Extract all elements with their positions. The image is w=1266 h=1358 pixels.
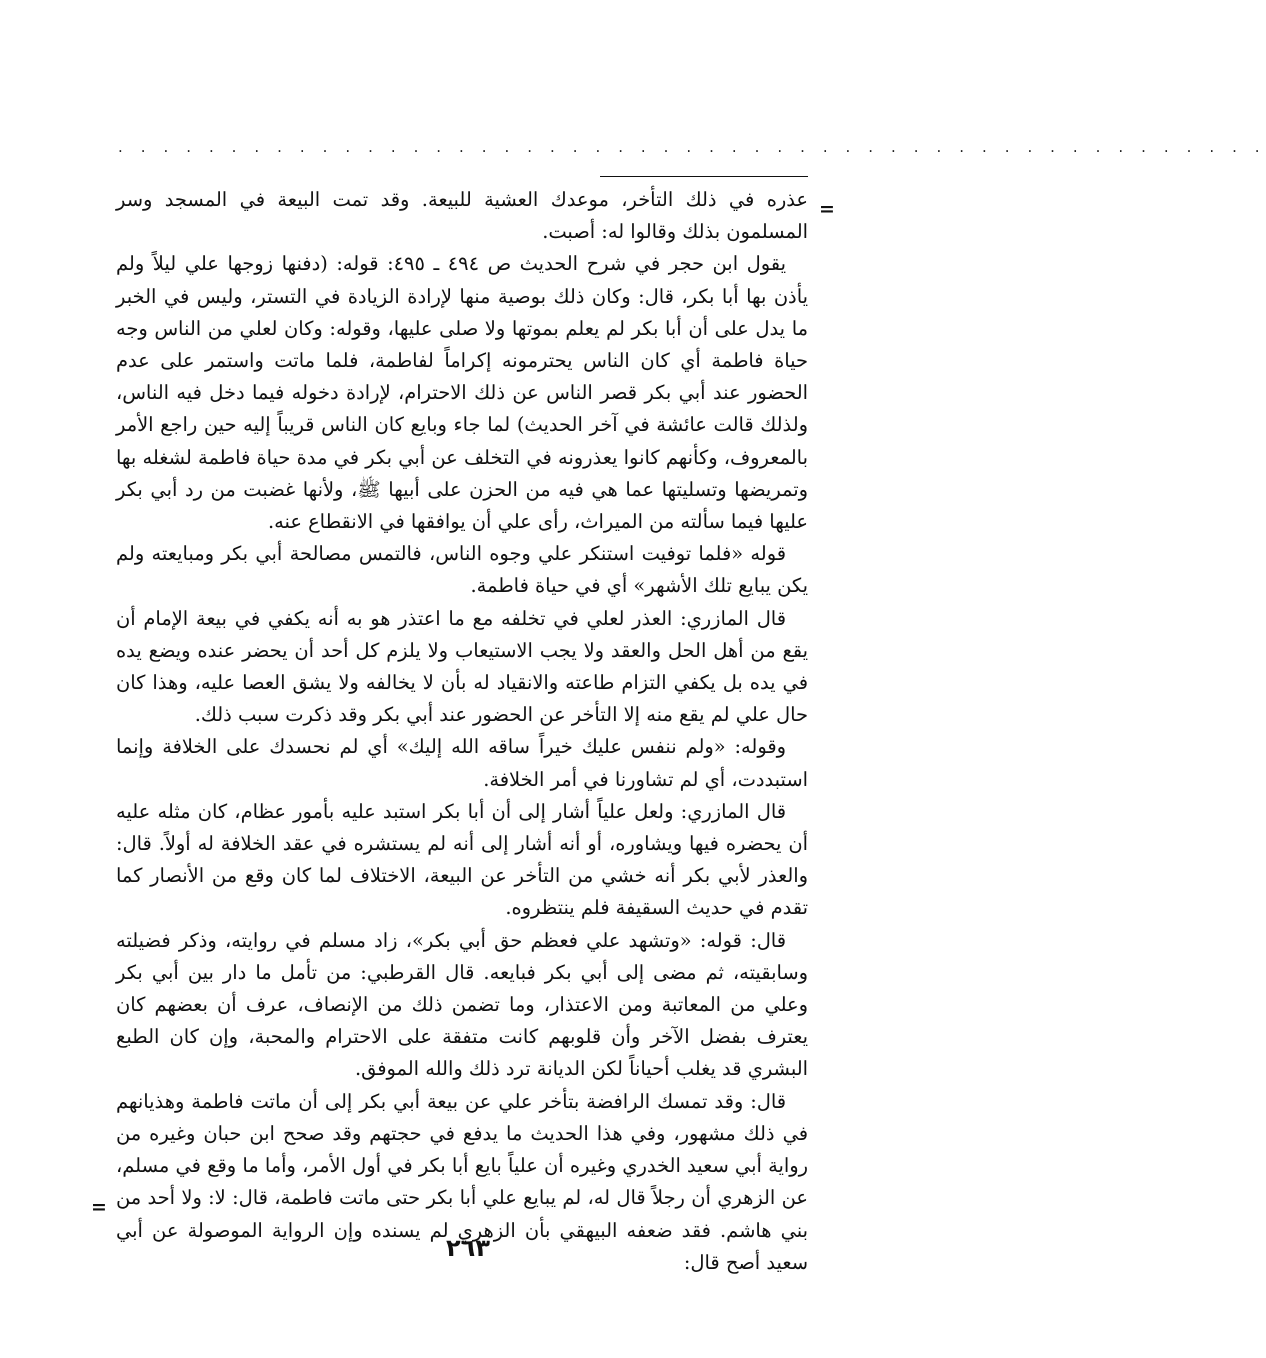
paragraph: قال المازري: ولعل علياً أشار إلى أن أبا بكر استبد عليه بأمور عظام، كان مثله عليه أن يحضره فيها ويشاوره، أو أنه أشار إلى أنه لم يستشره في عقد الخلافة له أولاً. قال: والعذر لأبي بكر أنه خشي من التأخر عن البيعة، الاختلاف لما كان وقع من الأنصار كما تقدم في حديث السقيفة فلم ينتظروه. [116,799,808,920]
paragraph: قال المازري: العذر لعلي في تخلفه مع ما اعتذر هو به أنه يكفي في بيعة الإمام أن يقع من أهل الحل والعقد ولا يجب الاستيعاب ولا يلزم كل أحد أن يحضر عنده ويضع يده في يده بل يكفي التزام طاعته والانقياد له بأن لا يخالفه ولا يشق العصا عليه، وهذا كان حال علي لم يقع منه إلا التأخر عن الحضور عند أبي بكر وقد ذكرت سبب ذلك. [116,606,808,727]
dotted-separator: . . . . . . . . . . . . . . . . . . . . . . . . . . . . . . . . . . . . . . . . . . . . . . . . . . . [118,138,1266,156]
paragraph: قال: وقد تمسك الرافضة بتأخر علي عن بيعة أبي بكر إلى أن ماتت فاطمة وهذيانهم في ذلك مشهور، وفي هذا الحديث ما يدفع في حجتهم وقد صحح ابن حبان وغيره من رواية أبي سعيد الخدري وغيره أن علياً بايع أبا بكر في أول الأمر، وأما ما وقع في مسلم، عن الزهري أن رجلاً قال له، لم يبايع علي أبا بكر حتى ماتت فاطمة، قال: لا: ولا أحد من بني هاشم. فقد ضعفه البيهقي بأن الزهري لم يسنده وإن الرواية الموصولة عن أبي سعيد أصح قال: [116,1089,808,1274]
continuation-mark-bottom: = [91,1196,107,1218]
footnote-text [116,184,808,1279]
footnote-rule [600,176,808,177]
paragraph: يقول ابن حجر في شرح الحديث ص ٤٩٤ ـ ٤٩٥: قوله: (دفنها زوجها علي ليلاً ولم يأذن بها أبا بكر، قال: وكان ذلك بوصية منها لإرادة الزيادة في التستر، وليس في الخبر ما يدل على أن أبا بكر لم يعلم بموتها ولا صلى عليها، وقوله: وكان لعلي من الناس وجه حياة فاطمة أي كان الناس يحترمونه إكراماً لفاطمة، فلما ماتت واستمر على عدم الحضور عند أبي بكر قصر الناس عن ذلك الاحترام، لإرادة دخوله فيما دخل فيه الناس، ولذلك قالت عائشة في آخر الحديث) لما جاء وبايع كان الناس قريباً إليه حين راجع الأمر بالمعروف، وكأنهم كانوا يعذرونه في التخلف عن أبي بكر في مدة حياة فاطمة لشغله بها وتمريضها وتسليتها عما هي فيه من الحزن على أبيها ﷺ، ولأنها غضبت من رد أبي بكر عليها فيما سألته من الميراث، رأى علي أن يوافقها في الانقطاع عنه. [116,252,808,534]
paragraph: وقوله: «ولم ننفس عليك خيراً ساقه الله إليك» أي لم نحسدك على الخلافة وإنما استبددت، أي لم تشاورنا في أمر الخلافة. [116,735,808,791]
page-number: ٢٦٣ [446,1234,490,1262]
paragraph: عذره في ذلك التأخر، موعدك العشية للبيعة. وقد تمت البيعة في المسجد وسر المسلمون بذلك وقالوا له: أصبت. [116,188,808,244]
continuation-mark-top: = [819,198,835,220]
paragraph: قوله «فلما توفيت استنكر علي وجوه الناس، فالتمس مصالحة أبي بكر ومبايعته ولم يكن يبايع تلك الأشهر» أي في حياة فاطمة. [116,542,808,598]
paragraph: قال: قوله: «وتشهد علي فعظم حق أبي بكر»، زاد مسلم في روايته، وذكر فضيلته وسابقيته، ثم مضى إلى أبي بكر فبايعه. قال القرطبي: من تأمل ما دار بين أبي بكر وعلي من المعاتبة ومن الاعتذار، وما تضمن ذلك من الإنصاف، عرف أن بعضهم كان يعترف بفضل الآخر وأن قلوبهم كانت متفقة على الاحترام والمحبة، وإن كان الطبع البشري قد يغلب أحياناً لكن الديانة ترد ذلك والله الموفق. [116,928,808,1081]
